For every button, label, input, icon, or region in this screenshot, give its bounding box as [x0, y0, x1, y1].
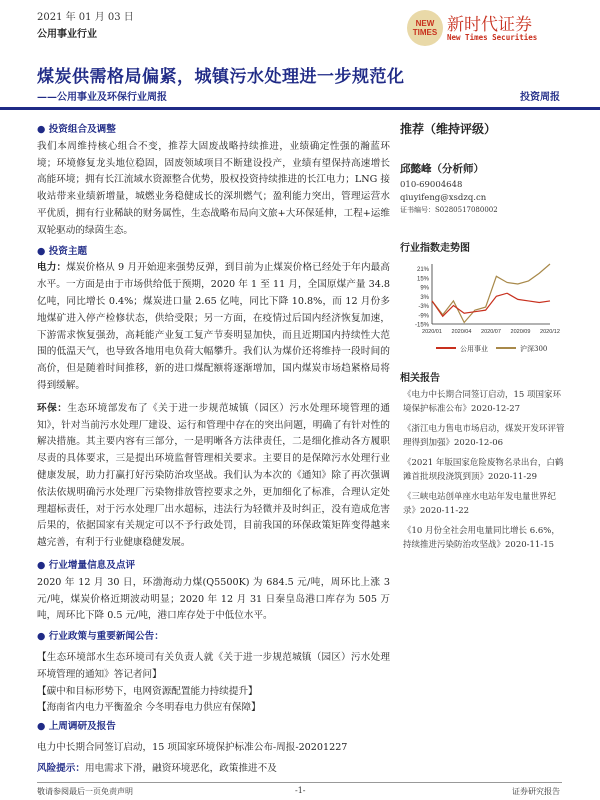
section-heading: ● 行业增量信息及点评 [37, 558, 390, 575]
power-paragraph: 电力：煤炭价格从 9 月开始迎来强势反弹，到目前为止煤炭价格已经处于年内最高水平。一方面是由于市场供给低于预期，2020 年 1 至 11 月，全国原煤产量 34.8 亿吨，同比增长 0.4%；煤炭进口量 2.65 亿吨，同比下降 10.8%，而 12 月份多地煤矿进入停产检修状态，供给受限；另一方面，在疫情过后国内经济恢复加速，下游需求恢复强劲，高耗能产业复工复产节奏明显加快，而且近期国内持续性大范围的低温天气，也导致各地用电负荷大幅攀升。我们认为煤价还将维持一段时间的高价，但是随着时间推移，新的进口煤配额将逐渐增加，国内煤炭市场趋紧格局将得到缓解。 [37, 262, 391, 391]
analyst-cert: 证书编号：S0280517080002 [400, 206, 498, 214]
legend-label: 沪深300 [520, 345, 548, 353]
x-tick-label: 2020/04 [451, 329, 472, 335]
section-heading: ● 投资主题 [37, 244, 390, 261]
footer-disclaimer: 敬请参阅最后一页免责声明 [37, 787, 133, 796]
news-item: 【碳中和目标形势下，电网资源配置能力持续提升】 [37, 685, 258, 697]
y-tick-label: 9% [420, 285, 429, 292]
series-line-utilities [432, 293, 550, 316]
section-heading: ● 行业政策与重要新闻公告： [37, 629, 390, 646]
x-tick-label: 2020/01 [422, 329, 442, 335]
y-tick-label: 15% [416, 276, 429, 283]
main-content [37, 120, 390, 781]
related-report[interactable]: 《10 月份全社会用电量同比增长 6.6%，持续推进污染防治攻坚战》2020-11-15 [403, 526, 560, 550]
chart-title: 行业指数走势图 [400, 243, 470, 254]
analyst-phone: 010-69004648 [400, 180, 463, 190]
news-list [37, 650, 390, 717]
y-tick-label: -15% [414, 322, 429, 329]
page-number: -1- [295, 786, 306, 795]
related-report[interactable]: 《浙江电力售电市场启动，煤炭开发环评管理得到加强》2020-12-06 [403, 424, 565, 448]
related-report[interactable]: 《2021 年版国家危险废物名录出台，白鹤滩首批坝段浇筑到顶》2020-11-29 [403, 458, 564, 482]
sidebar [400, 120, 565, 558]
increment-text: 2020 年 12 月 30 日，环渤海动力煤(Q5500K) 为 684.5 元/吨，周环比上涨 3 元/吨，煤炭价格近期波动明显；2020 年 12 月 31 日秦皇岛港口库存为 505 万吨，周环比下降 0.5 元/吨，港口库存处于中低位水平。 [37, 576, 390, 622]
legend-label: 公用事业 [460, 345, 488, 353]
brand-logo [405, 8, 565, 48]
analyst-name: 邱懿峰（分析师） [400, 163, 484, 175]
report-date: 2021 年 01 月 03 日 [37, 12, 134, 23]
related-title: 相关报告 [400, 373, 440, 384]
footer-divider [37, 782, 562, 783]
y-tick-label: 21% [416, 267, 429, 274]
section-heading: ● 投资组合及调整 [37, 122, 390, 139]
x-tick-label: 2020/09 [510, 329, 531, 335]
portfolio-text: 我们本周维持核心组合不变，推荐大固废战略持续推进，业绩确定性强的瀚蓝环境；环境修复龙头地位稳固，固废领域项目不断建设投产，业绩有望保持高速增长高能环境；拥有长江流域水资源整合优势，股权投资持续推进的长江电力；LNG 接收站带来业绩新增量，城燃业务稳健成长的深圳燃气；盈利能力突出，管理运营水平优质，拥有行业稀缺的财务属性，生态战略布局向文旅+大环保延伸，工程+运维双轮驱动的绿茵生态。 [37, 140, 390, 236]
industry-index-chart [400, 258, 565, 358]
risk-paragraph: 风险提示：用电需求下滑，融资环境恶化，政策推进不及 [37, 762, 277, 774]
header-divider [0, 107, 600, 110]
rating: 推荐（维持评级） [400, 122, 497, 136]
brand-name-en: New Times Securities [447, 33, 538, 42]
news-item: 【生态环境部水生态环境司有关负责人就《关于进一步规范城镇（园区）污水处理环境管理的通知》答记者问】 [37, 651, 390, 680]
series-line-csi300 [432, 264, 550, 322]
y-tick-label: -9% [418, 313, 429, 320]
x-tick-label: 2020/12 [540, 329, 560, 335]
industry-label: 公用事业行业 [37, 29, 97, 40]
x-tick-label: 2020/07 [481, 329, 501, 335]
related-report[interactable]: 《电力中长期合同签订启动，15 项国家环境保护标准公布》2020-12-27 [403, 390, 562, 414]
env-paragraph: 环保：生态环境部发布了《关于进一步规范城镇（园区）污水处理环境管理的通知》，针对当前污水处理厂建设、运行和管理中存在的突出问题，明确了有针对性的解决措施。其主要内容有三部分，一是明晰各方法律责任，二是细化推动各方履职尽责的具体要求，三是提出环境监督管理相关要求。主要目的是保障污水处理行业健康发展，助力打赢打好污染防治攻坚战。我们认为本次的《通知》除了再次强调依法依规明确污水处理厂污染物排放管控要求之外，更加细化了标准，合理认定处理超标责任，对于污水处理厂出水超标，违法行为轻微并及时纠正，没有造成危害后果的，依据国家有关规定可以不予行政处罚，目前我国的环保政策矩阵变得越来越完善，有利于行业健康稳健发展。 [37, 402, 391, 549]
news-item: 【海南省内电力平衡盈余 今冬明春电力供应有保障】 [37, 702, 261, 714]
report-title: 煤炭供需格局偏紧，城镇污水处理进一步规范化 [37, 67, 405, 87]
y-tick-label: -3% [418, 304, 429, 311]
report-type: 投资周报 [520, 92, 560, 103]
section-heading: ● 上周调研及报告 [37, 719, 390, 736]
report-subtitle: ——公用事业及环保行业周报 [37, 92, 167, 103]
footer-report-label: 证券研究报告 [512, 787, 560, 796]
brand-name-cn: 新时代证券 [447, 15, 532, 35]
related-report[interactable]: 《三峡电站创单座水电站年发电量世界纪录》2020-11-22 [403, 492, 557, 516]
weekly-report-text: 电力中长期合同签订启动，15 项国家环境保护标准公布-周报-20201227 [37, 741, 348, 753]
analyst-email[interactable]: qiuyifeng@xsdzq.cn [400, 193, 487, 203]
y-tick-label: 3% [420, 294, 429, 301]
svg-text:NEW: NEW [415, 19, 435, 28]
svg-text:TIMES: TIMES [412, 28, 438, 37]
